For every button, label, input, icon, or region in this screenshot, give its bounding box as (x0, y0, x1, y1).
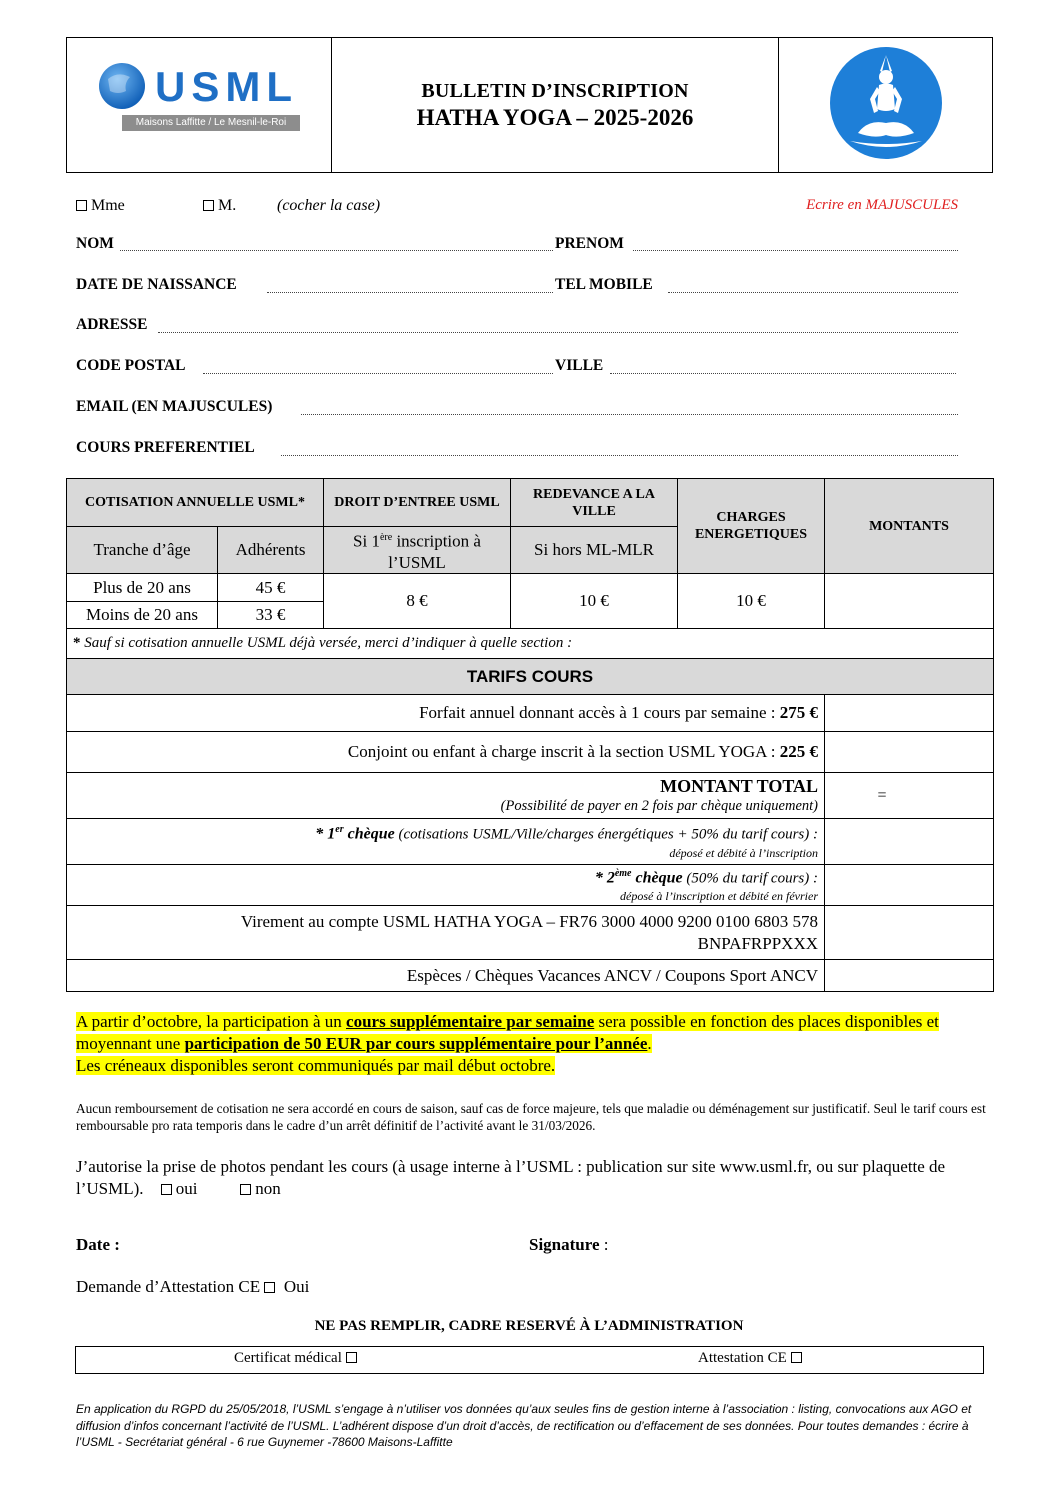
forfait-row: Forfait annuel donnant accès à 1 cours par semaine : 275 € (67, 695, 825, 732)
cheque2-amount[interactable] (825, 865, 994, 906)
document-header (66, 37, 993, 173)
usml-logo (100, 63, 300, 133)
globe-icon (98, 61, 150, 113)
civility-hint: (cocher la case) (277, 197, 381, 214)
attestation-checkbox[interactable] (264, 1282, 275, 1293)
title-cell (332, 38, 779, 172)
gdpr-footer: En application du RGPD du 25/05/2018, l’USML s’engage à n’utiliser vos données qu’aux seules fins de gestion interne à l’association : listing, convocations aux AGO et diffusion d’infos concernant l’activité de l’USML. L’adhérent dispose d’un droit d’accès, de rectification ou d’effacement de ses données. Pour toutes demandes : écrire à l’USML - Secrétariat général - 6 rue Guynemer -78600 Maisons-Laffitte (76, 1402, 972, 1449)
subheader-premiere-inscription: Si 1ère inscription à l’USML (324, 527, 511, 574)
cours-pref-field[interactable] (281, 455, 958, 456)
redevance-value: 10 € (511, 574, 678, 629)
photo-non-checkbox[interactable] (240, 1184, 251, 1195)
header-cotisation: COTISATION ANNUELLE USML* (67, 479, 324, 527)
logo-cell (67, 38, 332, 172)
yoga-logo-cell (779, 38, 992, 172)
especes-amount[interactable] (825, 960, 994, 992)
code-postal-field[interactable] (203, 373, 553, 374)
virement-row: Virement au compte USML HATHA YOGA – FR76 3000 4000 9200 0100 6803 578 BNPAFRPPXXX (67, 906, 825, 960)
conjoint-amount[interactable] (825, 732, 994, 773)
droit-entree-value: 8 € (324, 574, 511, 629)
total-amount[interactable]: = (825, 773, 994, 819)
certificat-medical: Certificat médical (234, 1350, 357, 1367)
age-row-2: Moins de 20 ans (67, 602, 218, 629)
forfait-amount[interactable] (825, 695, 994, 732)
tarifs-cours-title: TARIFS COURS (67, 659, 994, 695)
email-label: EMAIL (EN MAJUSCULES) (76, 398, 273, 415)
supplementary-course-notice: A partir d’octobre, la participation à un cours supplémentaire par semaine sera possible en fonction des places disponibles et moyennant une participation de 50 EUR par cours supplémentaire pour l’année. Les créneaux disponibles seront communiqués par mail début octobre. (76, 1012, 939, 1075)
ville-label: VILLE (555, 357, 604, 374)
certificat-checkbox[interactable] (346, 1352, 357, 1363)
form-title: BULLETIN D’INSCRIPTION (421, 79, 689, 102)
signature-label: Signature : (529, 1235, 609, 1254)
meditation-pose-icon (828, 47, 944, 163)
civility-m[interactable] (203, 197, 236, 215)
cheque2-row: * 2ème chèque (50% du tarif cours) : déposé à l’inscription et débité en février (67, 865, 825, 906)
subheader-tranche: Tranche d’âge (67, 527, 218, 574)
adresse-field[interactable] (158, 332, 958, 333)
price-row-1: 45 € (218, 574, 324, 602)
date-naissance-label: DATE DE NAISSANCE (76, 276, 237, 293)
nom-field[interactable] (120, 250, 553, 251)
admin-title: NE PAS REMPLIR, CADRE RESERVÉ À L’ADMINISTRATION (314, 1318, 744, 1334)
age-row-1: Plus de 20 ans (67, 574, 218, 602)
admin-box (75, 1346, 984, 1374)
mme-label: Mme (91, 197, 125, 214)
mme-checkbox[interactable] (76, 200, 87, 211)
m-label: M. (218, 197, 237, 214)
montant-cotisation-cell[interactable] (825, 574, 994, 629)
date-label: Date : (76, 1235, 120, 1254)
email-field[interactable] (301, 414, 958, 415)
tel-mobile-label: TEL MOBILE (555, 276, 653, 293)
total-row: MONTANT TOTAL (Possibilité de payer en 2 fois par chèque uniquement) (67, 773, 825, 819)
capitals-note: Ecrire en MAJUSCULES (806, 197, 958, 213)
header-charges: CHARGES ENERGETIQUES (678, 479, 825, 574)
attestation-request: Demande d’Attestation CE Oui (76, 1277, 310, 1296)
prenom-label: PRENOM (555, 235, 624, 252)
virement-amount[interactable] (825, 906, 994, 960)
section-note: * Sauf si cotisation annuelle USML déjà versée, merci d’indiquer à quelle section : (67, 629, 994, 659)
attestation-ce: Attestation CE (698, 1350, 802, 1367)
cheque1-row: * 1er chèque (cotisations USML/Ville/charges énergétiques + 50% du tarif cours) : déposé et débité à l’inscription (67, 819, 825, 865)
m-checkbox[interactable] (203, 200, 214, 211)
attestation-ce-checkbox[interactable] (791, 1352, 802, 1363)
form-subtitle: HATHA YOGA – 2025-2026 (416, 104, 694, 130)
cheque1-amount[interactable] (825, 819, 994, 865)
ville-field[interactable] (610, 373, 956, 374)
photo-oui-checkbox[interactable] (161, 1184, 172, 1195)
header-redevance: REDEVANCE A LA VILLE (511, 479, 678, 527)
charges-value: 10 € (678, 574, 825, 629)
fees-table (66, 478, 994, 992)
civility-mme[interactable] (76, 197, 125, 215)
adresse-label: ADRESSE (76, 316, 148, 333)
price-row-2: 33 € (218, 602, 324, 629)
nom-label: NOM (76, 235, 114, 252)
conjoint-row: Conjoint ou enfant à charge inscrit à la section USML YOGA : 225 € (67, 732, 825, 773)
logo-text: USML (155, 63, 298, 110)
prenom-field[interactable] (633, 250, 958, 251)
refund-policy: Aucun remboursement de cotisation ne sera accordé en cours de saison, sauf cas de force majeure, tels que maladie ou déménagement sur justificatif. Seul le tarif cours est remboursable pro rata temporis dans le cadre d’un arrêt définitif de l’activité avant le 31/03/2026. (76, 1101, 986, 1133)
subheader-hors-mlr: Si hors ML-MLR (511, 527, 678, 574)
logo-subtitle: Maisons Laffitte / Le Mesnil-le-Roi (122, 115, 300, 131)
especes-row: Espèces / Chèques Vacances ANCV / Coupons Sport ANCV (67, 960, 825, 992)
subheader-adherents: Adhérents (218, 527, 324, 574)
code-postal-label: CODE POSTAL (76, 357, 186, 374)
header-droit-entree: DROIT D’ENTREE USML (324, 479, 511, 527)
header-montants: MONTANTS (825, 479, 994, 574)
cours-pref-label: COURS PREFERENTIEL (76, 439, 255, 456)
tel-mobile-field[interactable] (668, 292, 958, 293)
photo-authorization: J’autorise la prise de photos pendant les cours (à usage interne à l’USML : publication sur site www.usml.fr, ou sur plaquette de l’USML). oui non (76, 1157, 946, 1198)
date-naissance-field[interactable] (267, 292, 553, 293)
